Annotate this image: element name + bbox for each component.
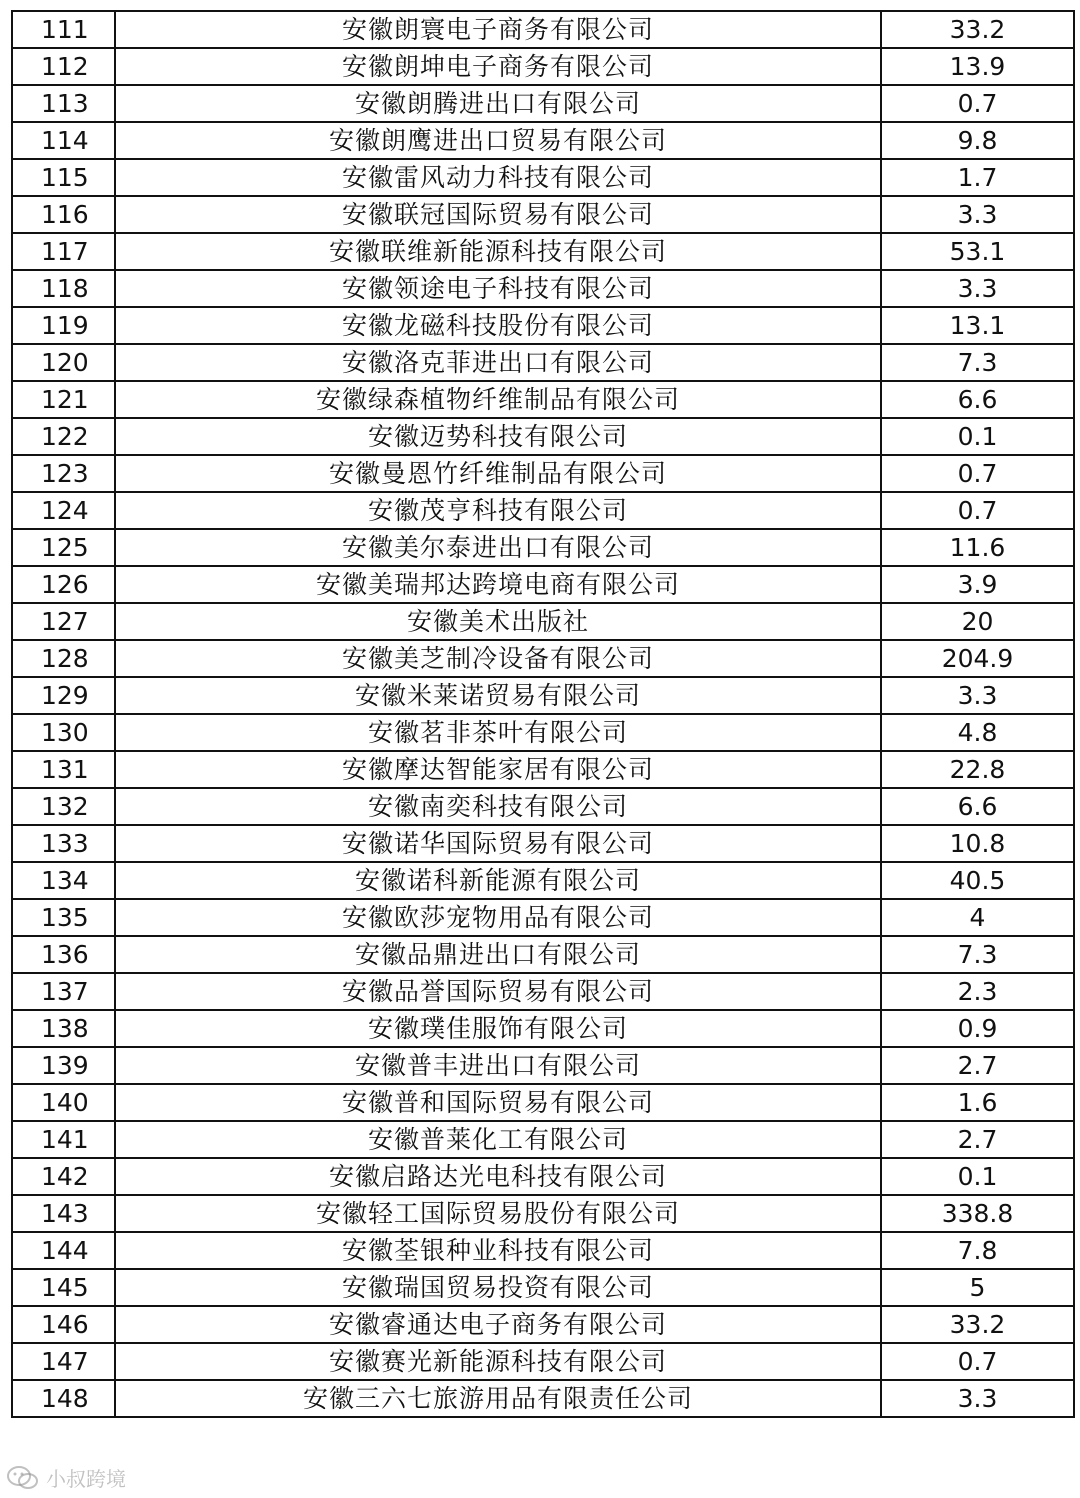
table-row [12, 1269, 1074, 1306]
company-name-cell: 安徽轻工国际贸易股份有限公司 [115, 1195, 881, 1232]
table-row [12, 11, 1074, 48]
value-cell: 0.7 [881, 85, 1074, 122]
table-row [12, 862, 1074, 899]
row-number-cell: 117 [12, 233, 115, 270]
value-cell: 2.7 [881, 1121, 1074, 1158]
company-name-cell: 安徽品鼎进出口有限公司 [115, 936, 881, 973]
row-number-cell: 122 [12, 418, 115, 455]
row-number-cell: 119 [12, 307, 115, 344]
table-row [12, 1121, 1074, 1158]
table-body [12, 11, 1074, 1417]
company-name-cell: 安徽雷风动力科技有限公司 [115, 159, 881, 196]
wechat-icon [6, 1465, 40, 1491]
row-number-cell: 133 [12, 825, 115, 862]
value-cell: 53.1 [881, 233, 1074, 270]
value-cell: 4.8 [881, 714, 1074, 751]
value-cell: 7.3 [881, 936, 1074, 973]
value-cell: 10.8 [881, 825, 1074, 862]
value-cell: 338.8 [881, 1195, 1074, 1232]
table-row [12, 196, 1074, 233]
company-name-cell: 安徽普和国际贸易有限公司 [115, 1084, 881, 1121]
table-row [12, 381, 1074, 418]
company-name-cell: 安徽迈势科技有限公司 [115, 418, 881, 455]
row-number-cell: 142 [12, 1158, 115, 1195]
table-row [12, 1158, 1074, 1195]
table-row [12, 492, 1074, 529]
table-row [12, 1195, 1074, 1232]
value-cell: 20 [881, 603, 1074, 640]
row-number-cell: 144 [12, 1232, 115, 1269]
table-row [12, 1010, 1074, 1047]
value-cell: 40.5 [881, 862, 1074, 899]
table-row [12, 122, 1074, 159]
row-number-cell: 141 [12, 1121, 115, 1158]
company-name-cell: 安徽美芝制冷设备有限公司 [115, 640, 881, 677]
value-cell: 13.9 [881, 48, 1074, 85]
company-name-cell: 安徽摩达智能家居有限公司 [115, 751, 881, 788]
company-name-cell: 安徽璞佳服饰有限公司 [115, 1010, 881, 1047]
row-number-cell: 131 [12, 751, 115, 788]
row-number-cell: 120 [12, 344, 115, 381]
company-name-cell: 安徽朗坤电子商务有限公司 [115, 48, 881, 85]
value-cell: 33.2 [881, 11, 1074, 48]
company-name-cell: 安徽睿通达电子商务有限公司 [115, 1306, 881, 1343]
value-cell: 0.7 [881, 492, 1074, 529]
row-number-cell: 118 [12, 270, 115, 307]
table-row [12, 566, 1074, 603]
row-number-cell: 113 [12, 85, 115, 122]
table-row [12, 936, 1074, 973]
value-cell: 33.2 [881, 1306, 1074, 1343]
value-cell: 3.3 [881, 677, 1074, 714]
row-number-cell: 123 [12, 455, 115, 492]
value-cell: 1.6 [881, 1084, 1074, 1121]
row-number-cell: 139 [12, 1047, 115, 1084]
company-name-cell: 安徽洛克菲进出口有限公司 [115, 344, 881, 381]
table-row [12, 233, 1074, 270]
row-number-cell: 147 [12, 1343, 115, 1380]
company-name-cell: 安徽朗腾进出口有限公司 [115, 85, 881, 122]
value-cell: 6.6 [881, 381, 1074, 418]
value-cell: 0.1 [881, 1158, 1074, 1195]
table-row [12, 270, 1074, 307]
table-row [12, 899, 1074, 936]
value-cell: 2.3 [881, 973, 1074, 1010]
row-number-cell: 146 [12, 1306, 115, 1343]
row-number-cell: 134 [12, 862, 115, 899]
company-name-cell: 安徽品誉国际贸易有限公司 [115, 973, 881, 1010]
row-number-cell: 111 [12, 11, 115, 48]
company-name-cell: 安徽诺华国际贸易有限公司 [115, 825, 881, 862]
table-row [12, 85, 1074, 122]
row-number-cell: 140 [12, 1084, 115, 1121]
watermark-text: 小叔跨境 [46, 1467, 126, 1491]
value-cell: 5 [881, 1269, 1074, 1306]
table-row [12, 159, 1074, 196]
company-name-cell: 安徽欧莎宠物用品有限公司 [115, 899, 881, 936]
value-cell: 9.8 [881, 122, 1074, 159]
value-cell: 3.9 [881, 566, 1074, 603]
company-name-cell: 安徽美瑞邦达跨境电商有限公司 [115, 566, 881, 603]
table-row [12, 1047, 1074, 1084]
company-name-cell: 安徽普丰进出口有限公司 [115, 1047, 881, 1084]
company-name-cell: 安徽诺科新能源有限公司 [115, 862, 881, 899]
watermark [6, 1463, 126, 1492]
table-row [12, 1232, 1074, 1269]
company-name-cell: 安徽赛光新能源科技有限公司 [115, 1343, 881, 1380]
table-row [12, 603, 1074, 640]
table-row [12, 1306, 1074, 1343]
value-cell: 6.6 [881, 788, 1074, 825]
company-name-cell: 安徽南奕科技有限公司 [115, 788, 881, 825]
value-cell: 7.8 [881, 1232, 1074, 1269]
company-name-cell: 安徽荃银种业科技有限公司 [115, 1232, 881, 1269]
row-number-cell: 116 [12, 196, 115, 233]
company-name-cell: 安徽朗鹰进出口贸易有限公司 [115, 122, 881, 159]
row-number-cell: 124 [12, 492, 115, 529]
row-number-cell: 121 [12, 381, 115, 418]
row-number-cell: 127 [12, 603, 115, 640]
row-number-cell: 126 [12, 566, 115, 603]
company-name-cell: 安徽启路达光电科技有限公司 [115, 1158, 881, 1195]
table-row [12, 640, 1074, 677]
value-cell: 3.3 [881, 1380, 1074, 1417]
table-row [12, 307, 1074, 344]
value-cell: 0.1 [881, 418, 1074, 455]
row-number-cell: 132 [12, 788, 115, 825]
table-row [12, 1084, 1074, 1121]
table-row [12, 973, 1074, 1010]
table-row [12, 1380, 1074, 1417]
company-name-cell: 安徽联维新能源科技有限公司 [115, 233, 881, 270]
value-cell: 4 [881, 899, 1074, 936]
company-name-cell: 安徽曼恩竹纤维制品有限公司 [115, 455, 881, 492]
row-number-cell: 143 [12, 1195, 115, 1232]
value-cell: 2.7 [881, 1047, 1074, 1084]
table-row [12, 455, 1074, 492]
row-number-cell: 128 [12, 640, 115, 677]
table-row [12, 1343, 1074, 1380]
table-row [12, 825, 1074, 862]
table-row [12, 788, 1074, 825]
value-cell: 0.7 [881, 455, 1074, 492]
value-cell: 3.3 [881, 270, 1074, 307]
company-name-cell: 安徽瑞国贸易投资有限公司 [115, 1269, 881, 1306]
company-name-cell: 安徽茂亨科技有限公司 [115, 492, 881, 529]
company-name-cell: 安徽美术出版社 [115, 603, 881, 640]
value-cell: 13.1 [881, 307, 1074, 344]
company-table-container [11, 10, 1073, 1418]
row-number-cell: 130 [12, 714, 115, 751]
row-number-cell: 112 [12, 48, 115, 85]
row-number-cell: 148 [12, 1380, 115, 1417]
company-name-cell: 安徽联冠国际贸易有限公司 [115, 196, 881, 233]
value-cell: 0.9 [881, 1010, 1074, 1047]
company-name-cell: 安徽米莱诺贸易有限公司 [115, 677, 881, 714]
company-name-cell: 安徽普莱化工有限公司 [115, 1121, 881, 1158]
company-name-cell: 安徽茗非茶叶有限公司 [115, 714, 881, 751]
row-number-cell: 114 [12, 122, 115, 159]
table-row [12, 418, 1074, 455]
company-table [11, 10, 1075, 1418]
company-name-cell: 安徽美尔泰进出口有限公司 [115, 529, 881, 566]
value-cell: 22.8 [881, 751, 1074, 788]
value-cell: 3.3 [881, 196, 1074, 233]
value-cell: 1.7 [881, 159, 1074, 196]
table-row [12, 751, 1074, 788]
value-cell: 0.7 [881, 1343, 1074, 1380]
table-row [12, 677, 1074, 714]
row-number-cell: 136 [12, 936, 115, 973]
value-cell: 204.9 [881, 640, 1074, 677]
company-name-cell: 安徽朗寰电子商务有限公司 [115, 11, 881, 48]
value-cell: 7.3 [881, 344, 1074, 381]
table-row [12, 529, 1074, 566]
table-row [12, 344, 1074, 381]
row-number-cell: 145 [12, 1269, 115, 1306]
row-number-cell: 138 [12, 1010, 115, 1047]
company-name-cell: 安徽领途电子科技有限公司 [115, 270, 881, 307]
row-number-cell: 135 [12, 899, 115, 936]
row-number-cell: 129 [12, 677, 115, 714]
value-cell: 11.6 [881, 529, 1074, 566]
company-name-cell: 安徽龙磁科技股份有限公司 [115, 307, 881, 344]
row-number-cell: 115 [12, 159, 115, 196]
table-row [12, 48, 1074, 85]
company-name-cell: 安徽绿森植物纤维制品有限公司 [115, 381, 881, 418]
company-name-cell: 安徽三六七旅游用品有限责任公司 [115, 1380, 881, 1417]
row-number-cell: 125 [12, 529, 115, 566]
table-row [12, 714, 1074, 751]
row-number-cell: 137 [12, 973, 115, 1010]
